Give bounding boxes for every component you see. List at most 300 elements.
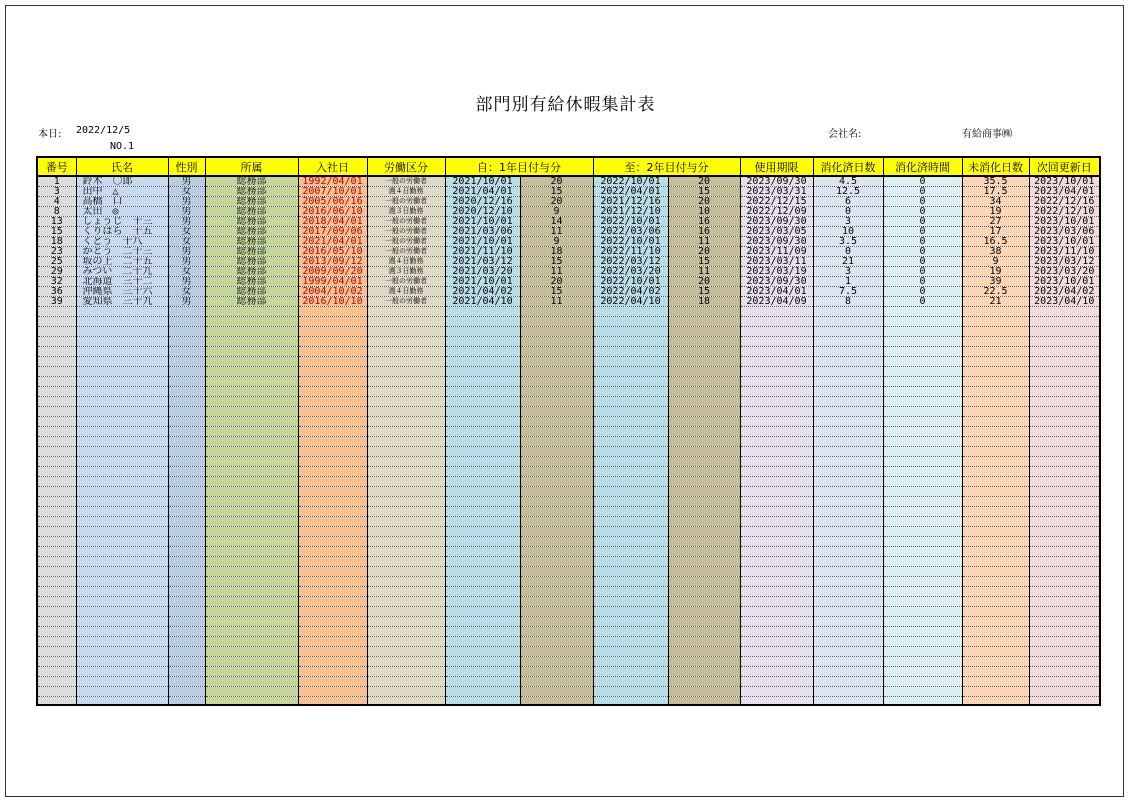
cell-year1-date xyxy=(445,497,520,507)
cell-gender xyxy=(168,347,205,357)
cell-used-days xyxy=(813,367,883,377)
cell-used-hours: 0 xyxy=(883,176,962,187)
cell-gender xyxy=(168,427,205,437)
cell-used-hours xyxy=(883,437,962,447)
cell-year2-date: 2022/03/06 xyxy=(593,227,668,237)
cell-hire-date xyxy=(298,637,367,647)
cell-year1-date xyxy=(445,677,520,687)
cell-year1-days xyxy=(520,687,593,697)
cell-next-renewal xyxy=(1029,317,1099,327)
cell-used-days xyxy=(813,347,883,357)
cell-hire-date xyxy=(298,627,367,637)
cell-name: 太田 ◎ xyxy=(76,207,168,217)
cell-year2-days xyxy=(668,477,740,487)
cell-department xyxy=(205,477,298,487)
cell-year2-date xyxy=(593,527,668,537)
cell-year1-days xyxy=(520,397,593,407)
cell-year2-days xyxy=(668,547,740,557)
cell-work-type xyxy=(367,637,445,647)
table-row xyxy=(38,507,1099,517)
cell-number: 8 xyxy=(38,207,76,217)
cell-gender xyxy=(168,547,205,557)
cell-used-days xyxy=(813,577,883,587)
col-header-name: 氏名 xyxy=(76,158,168,176)
cell-department xyxy=(205,507,298,517)
cell-remaining-days xyxy=(962,447,1029,457)
cell-year1-date: 2021/04/02 xyxy=(445,287,520,297)
cell-year2-days xyxy=(668,357,740,367)
cell-work-type xyxy=(367,607,445,617)
cell-expiry xyxy=(740,587,813,597)
cell-name: 坂の上 二十五 xyxy=(76,257,168,267)
cell-used-days xyxy=(813,697,883,707)
cell-name xyxy=(76,547,168,557)
cell-used-days xyxy=(813,547,883,557)
cell-expiry: 2023/09/30 xyxy=(740,176,813,187)
cell-name xyxy=(76,417,168,427)
cell-name: 愛知県 三十九 xyxy=(76,297,168,307)
cell-name xyxy=(76,517,168,527)
cell-number xyxy=(38,417,76,427)
cell-hire-date xyxy=(298,477,367,487)
cell-used-hours xyxy=(883,397,962,407)
cell-year1-date xyxy=(445,517,520,527)
cell-work-type xyxy=(367,697,445,707)
cell-expiry xyxy=(740,527,813,537)
cell-year2-date: 2022/04/10 xyxy=(593,297,668,307)
cell-work-type xyxy=(367,537,445,547)
cell-year1-date xyxy=(445,657,520,667)
cell-hire-date xyxy=(298,527,367,537)
cell-next-renewal xyxy=(1029,477,1099,487)
cell-hire-date xyxy=(298,337,367,347)
cell-year2-days xyxy=(668,527,740,537)
cell-department xyxy=(205,487,298,497)
cell-number xyxy=(38,667,76,677)
cell-hire-date xyxy=(298,357,367,367)
page-number: NO.1 xyxy=(110,141,135,152)
cell-year1-days xyxy=(520,647,593,657)
cell-used-days xyxy=(813,567,883,577)
cell-year1-date: 2020/12/10 xyxy=(445,207,520,217)
cell-used-days xyxy=(813,617,883,627)
table-row xyxy=(38,207,1099,217)
cell-department: 総務部 xyxy=(205,267,298,277)
cell-next-renewal: 2023/10/01 xyxy=(1029,217,1099,227)
cell-next-renewal xyxy=(1029,327,1099,337)
cell-work-type xyxy=(367,507,445,517)
cell-work-type xyxy=(367,667,445,677)
cell-year1-days xyxy=(520,317,593,327)
cell-used-days xyxy=(813,457,883,467)
cell-hire-date xyxy=(298,367,367,377)
cell-year1-date: 2021/03/12 xyxy=(445,257,520,267)
cell-expiry xyxy=(740,507,813,517)
cell-year1-days xyxy=(520,587,593,597)
cell-next-renewal xyxy=(1029,307,1099,317)
cell-used-hours xyxy=(883,407,962,417)
cell-department xyxy=(205,497,298,507)
table-row xyxy=(38,307,1099,317)
cell-name xyxy=(76,387,168,397)
cell-year2-date: 2022/03/20 xyxy=(593,267,668,277)
cell-expiry xyxy=(740,387,813,397)
cell-year2-days: 20 xyxy=(668,247,740,257)
cell-expiry xyxy=(740,407,813,417)
cell-used-days xyxy=(813,557,883,567)
cell-work-type xyxy=(367,457,445,467)
table-row xyxy=(38,467,1099,477)
cell-hire-date xyxy=(298,547,367,557)
cell-used-hours: 0 xyxy=(883,187,962,197)
cell-hire-date xyxy=(298,647,367,657)
cell-department xyxy=(205,307,298,317)
cell-number xyxy=(38,317,76,327)
table-header-row xyxy=(38,158,1099,176)
cell-year2-date xyxy=(593,687,668,697)
cell-year2-days: 20 xyxy=(668,277,740,287)
cell-used-days xyxy=(813,527,883,537)
table-row xyxy=(38,417,1099,427)
cell-used-days xyxy=(813,357,883,367)
cell-expiry xyxy=(740,677,813,687)
cell-number xyxy=(38,647,76,657)
cell-year1-date xyxy=(445,367,520,377)
cell-work-type: 一般の労働者 xyxy=(367,217,445,227)
cell-department xyxy=(205,657,298,667)
table-row xyxy=(38,427,1099,437)
cell-year1-date xyxy=(445,467,520,477)
table-row xyxy=(38,657,1099,667)
cell-remaining-days xyxy=(962,637,1029,647)
cell-used-days xyxy=(813,627,883,637)
cell-remaining-days xyxy=(962,357,1029,367)
table-row xyxy=(38,176,1099,187)
cell-number xyxy=(38,347,76,357)
cell-year2-date xyxy=(593,647,668,657)
cell-gender xyxy=(168,397,205,407)
cell-year1-date xyxy=(445,527,520,537)
cell-department xyxy=(205,607,298,617)
cell-year1-days xyxy=(520,657,593,667)
cell-gender xyxy=(168,487,205,497)
cell-remaining-days xyxy=(962,617,1029,627)
cell-year2-date xyxy=(593,347,668,357)
cell-year2-days xyxy=(668,367,740,377)
cell-remaining-days xyxy=(962,557,1029,567)
cell-used-days xyxy=(813,317,883,327)
cell-year2-days: 18 xyxy=(668,297,740,307)
cell-department xyxy=(205,367,298,377)
cell-name xyxy=(76,677,168,687)
cell-name xyxy=(76,307,168,317)
cell-year1-days xyxy=(520,417,593,427)
cell-number: 18 xyxy=(38,237,76,247)
cell-number xyxy=(38,537,76,547)
cell-name xyxy=(76,637,168,647)
cell-hire-date xyxy=(298,307,367,317)
cell-next-renewal xyxy=(1029,457,1099,467)
cell-next-renewal: 2023/11/10 xyxy=(1029,247,1099,257)
cell-name xyxy=(76,397,168,407)
cell-expiry xyxy=(740,537,813,547)
cell-number xyxy=(38,677,76,687)
table-row xyxy=(38,187,1099,197)
cell-work-type xyxy=(367,657,445,667)
cell-year2-days: 15 xyxy=(668,287,740,297)
cell-expiry: 2023/09/30 xyxy=(740,217,813,227)
cell-remaining-days xyxy=(962,367,1029,377)
cell-work-type xyxy=(367,577,445,587)
table-row xyxy=(38,367,1099,377)
cell-number xyxy=(38,607,76,617)
cell-year1-date: 2021/10/01 xyxy=(445,176,520,187)
cell-year1-days: 9 xyxy=(520,207,593,217)
cell-work-type xyxy=(367,377,445,387)
cell-name: しょうじ 十三 xyxy=(76,217,168,227)
cell-remaining-days xyxy=(962,407,1029,417)
cell-expiry: 2023/04/01 xyxy=(740,287,813,297)
cell-work-type xyxy=(367,397,445,407)
cell-year1-days: 11 xyxy=(520,297,593,307)
cell-next-renewal xyxy=(1029,467,1099,477)
cell-department xyxy=(205,337,298,347)
cell-year1-days xyxy=(520,577,593,587)
cell-next-renewal xyxy=(1029,617,1099,627)
cell-department xyxy=(205,407,298,417)
cell-year2-days xyxy=(668,437,740,447)
cell-number xyxy=(38,687,76,697)
cell-used-hours: 0 xyxy=(883,297,962,307)
cell-next-renewal xyxy=(1029,407,1099,417)
cell-year2-date xyxy=(593,397,668,407)
cell-next-renewal xyxy=(1029,487,1099,497)
cell-remaining-days xyxy=(962,347,1029,357)
cell-gender xyxy=(168,377,205,387)
cell-used-hours xyxy=(883,447,962,457)
cell-used-days: 4.5 xyxy=(813,176,883,187)
cell-used-hours xyxy=(883,487,962,497)
cell-year2-days xyxy=(668,507,740,517)
cell-year1-days xyxy=(520,427,593,437)
cell-year2-days: 15 xyxy=(668,187,740,197)
cell-used-days xyxy=(813,667,883,677)
cell-used-days xyxy=(813,307,883,317)
cell-department: 総務部 xyxy=(205,237,298,247)
cell-year2-date xyxy=(593,487,668,497)
cell-hire-date: 1999/04/01 xyxy=(298,277,367,287)
col-header-work-type: 労働区分 xyxy=(367,158,445,176)
cell-number xyxy=(38,407,76,417)
cell-hire-date xyxy=(298,457,367,467)
cell-department xyxy=(205,377,298,387)
cell-next-renewal xyxy=(1029,537,1099,547)
cell-year2-date xyxy=(593,417,668,427)
cell-year1-date xyxy=(445,427,520,437)
cell-year2-date: 2022/03/12 xyxy=(593,257,668,267)
table-row xyxy=(38,457,1099,467)
cell-year1-days xyxy=(520,557,593,567)
cell-number: 15 xyxy=(38,227,76,237)
cell-year2-date xyxy=(593,407,668,417)
cell-next-renewal: 2023/10/01 xyxy=(1029,237,1099,247)
cell-year2-days xyxy=(668,637,740,647)
cell-year1-date: 2021/04/10 xyxy=(445,297,520,307)
cell-work-type xyxy=(367,317,445,327)
cell-used-hours xyxy=(883,417,962,427)
cell-used-days: 7.5 xyxy=(813,287,883,297)
cell-year1-date xyxy=(445,557,520,567)
cell-year2-date xyxy=(593,327,668,337)
cell-year1-days xyxy=(520,607,593,617)
cell-used-hours xyxy=(883,367,962,377)
cell-department: 総務部 xyxy=(205,227,298,237)
cell-remaining-days: 39 xyxy=(962,277,1029,287)
table-row xyxy=(38,687,1099,697)
cell-year1-date xyxy=(445,607,520,617)
cell-name xyxy=(76,477,168,487)
cell-number xyxy=(38,517,76,527)
cell-gender xyxy=(168,637,205,647)
cell-used-hours xyxy=(883,427,962,437)
cell-gender xyxy=(168,467,205,477)
cell-expiry xyxy=(740,557,813,567)
cell-expiry xyxy=(740,467,813,477)
table-row xyxy=(38,387,1099,397)
cell-used-days xyxy=(813,427,883,437)
cell-gender xyxy=(168,367,205,377)
cell-year1-days xyxy=(520,367,593,377)
cell-year1-date xyxy=(445,327,520,337)
cell-remaining-days xyxy=(962,677,1029,687)
cell-hire-date xyxy=(298,517,367,527)
cell-used-days xyxy=(813,497,883,507)
table-row xyxy=(38,297,1099,307)
cell-gender: 男 xyxy=(168,197,205,207)
cell-year1-date: 2021/04/01 xyxy=(445,187,520,197)
cell-year2-date xyxy=(593,567,668,577)
cell-work-type xyxy=(367,367,445,377)
cell-hire-date xyxy=(298,387,367,397)
cell-used-hours xyxy=(883,627,962,637)
cell-used-days xyxy=(813,647,883,657)
cell-used-days: 10 xyxy=(813,227,883,237)
cell-year2-date xyxy=(593,357,668,367)
cell-expiry: 2023/03/11 xyxy=(740,257,813,267)
cell-used-hours xyxy=(883,317,962,327)
cell-year1-days xyxy=(520,477,593,487)
cell-remaining-days xyxy=(962,467,1029,477)
cell-number xyxy=(38,487,76,497)
table-body xyxy=(38,176,1099,706)
cell-remaining-days: 38 xyxy=(962,247,1029,257)
cell-work-type xyxy=(367,357,445,367)
cell-used-days xyxy=(813,587,883,597)
cell-name xyxy=(76,507,168,517)
cell-gender xyxy=(168,417,205,427)
col-header-remaining-days: 未消化日数 xyxy=(962,158,1029,176)
cell-number: 25 xyxy=(38,257,76,267)
table-row xyxy=(38,257,1099,267)
cell-name xyxy=(76,467,168,477)
cell-next-renewal xyxy=(1029,497,1099,507)
cell-number: 29 xyxy=(38,267,76,277)
table-row xyxy=(38,677,1099,687)
cell-remaining-days xyxy=(962,307,1029,317)
cell-year1-date: 2021/10/01 xyxy=(445,217,520,227)
cell-work-type: 一般の労働者 xyxy=(367,237,445,247)
col-header-year1-grant: 自：1年目付与分 xyxy=(445,158,593,176)
cell-year2-days xyxy=(668,557,740,567)
cell-department xyxy=(205,687,298,697)
cell-year2-days xyxy=(668,327,740,337)
cell-hire-date xyxy=(298,607,367,617)
cell-hire-date xyxy=(298,567,367,577)
cell-work-type xyxy=(367,437,445,447)
cell-name xyxy=(76,557,168,567)
cell-gender xyxy=(168,667,205,677)
table-row xyxy=(38,267,1099,277)
cell-year1-days xyxy=(520,567,593,577)
cell-expiry xyxy=(740,647,813,657)
cell-next-renewal xyxy=(1029,567,1099,577)
cell-expiry xyxy=(740,657,813,667)
cell-used-days xyxy=(813,447,883,457)
cell-year1-date xyxy=(445,617,520,627)
cell-year1-days xyxy=(520,467,593,477)
cell-used-hours: 0 xyxy=(883,227,962,237)
cell-work-type xyxy=(367,617,445,627)
cell-remaining-days xyxy=(962,657,1029,667)
cell-gender xyxy=(168,567,205,577)
cell-year2-date xyxy=(593,587,668,597)
cell-used-hours xyxy=(883,327,962,337)
cell-department: 総務部 xyxy=(205,247,298,257)
cell-work-type xyxy=(367,337,445,347)
cell-used-days: 1 xyxy=(813,277,883,287)
cell-year2-date xyxy=(593,677,668,687)
cell-year2-days: 16 xyxy=(668,217,740,227)
cell-name xyxy=(76,377,168,387)
cell-hire-date xyxy=(298,397,367,407)
cell-year2-date xyxy=(593,577,668,587)
cell-expiry xyxy=(740,397,813,407)
cell-year2-date xyxy=(593,437,668,447)
cell-hire-date: 2016/05/10 xyxy=(298,247,367,257)
table-row xyxy=(38,487,1099,497)
cell-year1-days xyxy=(520,487,593,497)
cell-expiry xyxy=(740,357,813,367)
cell-work-type: 週４日勤務 xyxy=(367,287,445,297)
table-row xyxy=(38,537,1099,547)
cell-used-days: 0 xyxy=(813,207,883,217)
cell-expiry: 2023/04/09 xyxy=(740,297,813,307)
cell-name: くりはら 十五 xyxy=(76,227,168,237)
cell-year1-date: 2021/11/10 xyxy=(445,247,520,257)
cell-remaining-days xyxy=(962,387,1029,397)
cell-hire-date xyxy=(298,597,367,607)
cell-year1-date xyxy=(445,337,520,347)
cell-year2-date xyxy=(593,517,668,527)
table-row xyxy=(38,497,1099,507)
cell-year2-date xyxy=(593,597,668,607)
cell-next-renewal xyxy=(1029,427,1099,437)
cell-year2-days xyxy=(668,397,740,407)
cell-used-days xyxy=(813,637,883,647)
cell-used-days xyxy=(813,597,883,607)
cell-year2-days: 11 xyxy=(668,237,740,247)
cell-gender xyxy=(168,457,205,467)
